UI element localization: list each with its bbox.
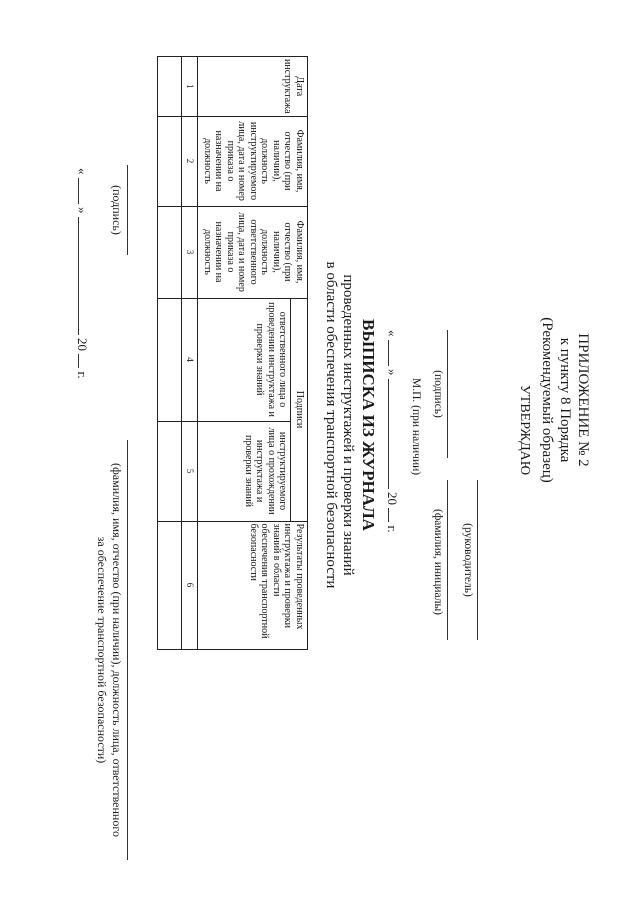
- column-number: 4: [182, 298, 199, 421]
- column-number: 5: [182, 421, 199, 521]
- bottom-name-caption-line-1: (фамилия, имя, отчество (при наличии), должность лица, ответственного: [110, 463, 124, 837]
- header-signatures: Подписи: [291, 298, 308, 521]
- document-subtitle: [322, 120, 356, 730]
- bottom-date: [74, 168, 90, 498]
- header-responsible-person: Фамилия, имя, отчество (при наличии), должность ответственного лица, дата и номер приказа о назначении на должность: [198, 206, 308, 298]
- name-initials-caption: (фамилия, инициалы): [432, 508, 444, 616]
- signature-line: [447, 330, 448, 458]
- column-number: 6: [182, 521, 199, 649]
- table-cell[interactable]: [158, 116, 182, 206]
- year-suffix: г.: [385, 525, 400, 533]
- appendix-note: (Рекомендуемый образец): [539, 317, 555, 483]
- date-open-quote: «: [385, 330, 400, 337]
- day-blank: [388, 340, 389, 366]
- header-results: Результаты проведенных инструктажа и проверки знаний в области обеспечения транспортной безопасности: [198, 521, 308, 649]
- head-caption: (руководитель): [462, 523, 474, 597]
- date-close-quote: »: [385, 369, 400, 376]
- subtitle-line-2: в области обеспечения транспортной безопасности: [323, 261, 339, 589]
- column-number: 1: [182, 57, 199, 117]
- year-blank: [78, 354, 79, 368]
- month-blank: [78, 217, 79, 335]
- bottom-name-caption-line-2: за обеспечение транспортной безопасности): [95, 536, 109, 764]
- table-cell[interactable]: [158, 206, 182, 298]
- appendix-number: ПРИЛОЖЕНИЕ № 2: [575, 333, 591, 467]
- table-cell[interactable]: [158, 521, 182, 649]
- name-line: [447, 480, 448, 640]
- table-cell[interactable]: [158, 421, 182, 521]
- table-cell[interactable]: [158, 57, 182, 117]
- approval-date: [384, 330, 400, 660]
- head-line: [477, 480, 478, 640]
- header-date: Дата инструктажа: [198, 57, 308, 117]
- subtitle-line-1: проведенных инструктажей и проверки знаний: [340, 274, 356, 576]
- table-cell[interactable]: [158, 298, 182, 421]
- year-suffix: г.: [75, 371, 90, 379]
- document-title: ВЫПИСКА ИЗ ЖУРНАЛА: [359, 319, 378, 531]
- bottom-signature-line: [127, 165, 128, 255]
- signature-caption: (подпись): [432, 370, 444, 418]
- column-number: 2: [182, 116, 199, 206]
- header-instructed-person: Фамилия, имя, отчество (при наличии), должность инструктируемого лица, дата и номер приказа о назначении на должность: [198, 116, 308, 206]
- year-prefix: 20: [75, 338, 90, 351]
- column-number-row: [182, 57, 199, 650]
- column-number: 3: [182, 206, 199, 298]
- bottom-name-line: [127, 440, 128, 860]
- header-sig-instructed: инструктируемого лица о прохождении инструктажа и проверки знаний: [198, 421, 291, 521]
- approve-label: УТВЕРЖДАЮ: [517, 384, 532, 476]
- day-blank: [78, 178, 79, 204]
- year-blank: [388, 508, 389, 522]
- month-blank: [388, 379, 389, 489]
- appendix-reference: к пункту 8 Порядка: [557, 337, 573, 463]
- journal-table: [157, 56, 308, 650]
- bottom-signature-caption: (подпись): [110, 185, 124, 235]
- table-row: [158, 57, 182, 650]
- appendix-block: [538, 250, 592, 550]
- stamp-caption: М.П. (при наличии): [410, 378, 422, 476]
- year-prefix: 20: [385, 492, 400, 505]
- date-open-quote: «: [75, 168, 90, 175]
- header-sig-responsible: ответственного лица о проведении инструктажа и проверки знаний: [198, 298, 291, 421]
- bottom-name-caption: [94, 400, 124, 900]
- date-close-quote: »: [75, 207, 90, 214]
